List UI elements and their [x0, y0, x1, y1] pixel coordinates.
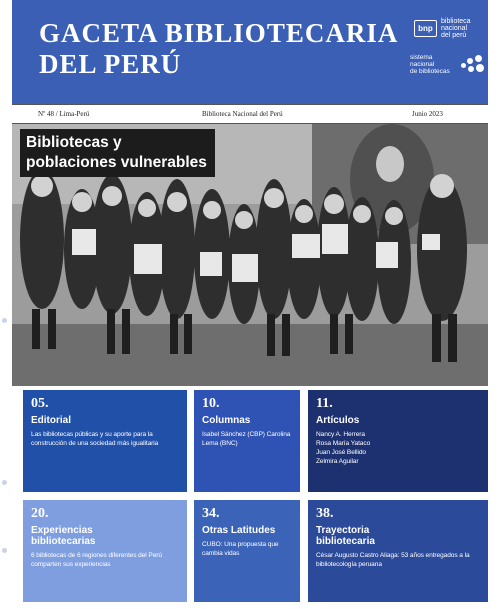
section-number: 10. — [202, 396, 220, 411]
section-summary: 6 bibliotecas de 6 regiones diferentes del Perú comparten sus experiencias — [31, 552, 162, 568]
masthead-line-1: GACETA BIBLIOTECARIA — [39, 18, 399, 48]
decorative-dot-icon — [2, 318, 7, 323]
section-columnas[interactable] — [194, 390, 300, 492]
cover-headline — [20, 129, 215, 177]
section-experiencias[interactable] — [23, 500, 187, 602]
snb-dots-icon — [461, 55, 485, 75]
section-summary: Las bibliotecas públicas y su aporte para la construcción de una sociedad más igualitaria — [31, 431, 159, 447]
issue-number: Nº 48 / Lima-Perú — [38, 110, 90, 118]
section-title — [316, 525, 480, 547]
section-number: 34. — [202, 506, 220, 521]
decorative-dot-icon — [2, 480, 7, 485]
section-title-line-2: bibliotecarias — [31, 536, 96, 547]
section-title: Artículos — [316, 415, 360, 426]
author-item: Rosa María Yataco — [316, 440, 371, 447]
bnp-text-2: nacional — [441, 25, 468, 32]
section-articulos[interactable] — [308, 390, 488, 492]
section-summary: César Augusto Castro Aliaga: 53 años entregados a la bibliotecología peruana — [316, 552, 470, 568]
cover-headline-line-2: poblaciones vulnerables — [26, 154, 207, 171]
snb-logo — [410, 54, 485, 75]
section-title-line-1: Trayectoria — [316, 525, 370, 536]
masthead-title — [39, 18, 398, 80]
section-title — [31, 525, 179, 547]
issue-date: Junio 2023 — [412, 110, 443, 118]
section-number: 20. — [31, 506, 49, 521]
section-title-line-2: bibliotecaria — [316, 536, 375, 547]
section-title: Editorial — [31, 415, 72, 426]
section-title-line-1: Experiencias — [31, 525, 93, 536]
snb-text-1: sistema — [410, 54, 433, 61]
section-title: Otras Latitudes — [202, 525, 276, 536]
section-title: Columnas — [202, 415, 251, 426]
snb-text-3: de bibliotecas — [410, 68, 450, 75]
masthead — [12, 0, 488, 104]
bnp-text-3: del perú — [441, 32, 467, 39]
section-editorial[interactable] — [23, 390, 187, 492]
masthead-line-2: DEL PERÚ — [39, 49, 182, 79]
info-bar — [12, 104, 488, 124]
section-number: 05. — [31, 396, 49, 411]
snb-text-2: nacional — [410, 61, 435, 68]
section-otras-latitudes[interactable] — [194, 500, 300, 602]
bnp-logo-mark: bnp — [414, 20, 437, 37]
section-trayectoria[interactable] — [308, 500, 488, 602]
cover-photo — [12, 124, 488, 386]
bnp-text-1: biblioteca — [441, 18, 471, 25]
section-number: 38. — [316, 506, 334, 521]
decorative-dot-icon — [2, 548, 7, 553]
section-summary: CUBO: Una propuesta que cambia vidas — [202, 541, 279, 557]
bnp-logo-text — [441, 18, 491, 39]
author-item: Juan José Bellido — [316, 449, 366, 456]
snb-logo-text — [410, 54, 458, 75]
section-number: 11. — [316, 396, 333, 411]
cover-headline-line-1: Bibliotecas y — [26, 134, 122, 151]
section-summary: Isabel Sánchez (CBP) Carolina Lema (BNC) — [202, 431, 291, 447]
author-list — [316, 430, 480, 466]
bnp-logo — [414, 18, 491, 39]
author-item: Zelmira Aguilar — [316, 458, 359, 465]
author-item: Nancy A. Herrera — [316, 431, 365, 438]
institution-name: Biblioteca Nacional del Perú — [202, 110, 283, 118]
